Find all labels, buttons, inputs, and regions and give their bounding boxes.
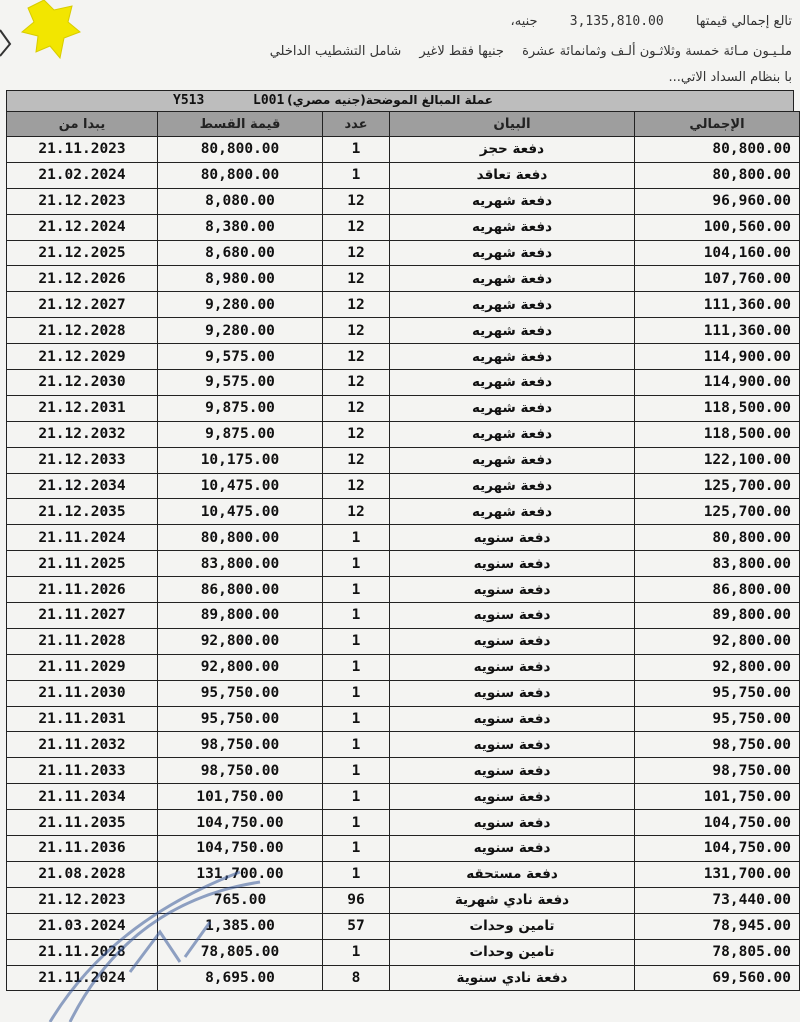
- cell-description: دفعة شهريه: [390, 395, 635, 421]
- cell-count: 1: [323, 137, 390, 163]
- cell-date: 21.12.2030: [7, 370, 158, 396]
- cell-description: دفعة سنويه: [390, 654, 635, 680]
- cell-description: دفعة شهريه: [390, 421, 635, 447]
- cell-total: 118,500.00: [635, 395, 800, 421]
- table-header-row: [7, 112, 800, 137]
- cell-installment: 8,695.00: [158, 965, 323, 991]
- cell-description: دفعة نادي شهرية: [390, 887, 635, 913]
- cell-installment: 9,280.00: [158, 292, 323, 318]
- cell-count: 12: [323, 395, 390, 421]
- cell-date: 21.12.2027: [7, 292, 158, 318]
- cell-date: 21.11.2034: [7, 784, 158, 810]
- cell-count: 12: [323, 292, 390, 318]
- cell-total: 80,800.00: [635, 525, 800, 551]
- cell-date: 21.11.2028: [7, 628, 158, 654]
- corner-mark-icon: [0, 20, 14, 60]
- cell-date: 21.12.2023: [7, 188, 158, 214]
- unit-code: Y513: [173, 93, 205, 108]
- cell-total: 92,800.00: [635, 654, 800, 680]
- cell-installment: 78,805.00: [158, 939, 323, 965]
- cell-date: 21.11.2035: [7, 810, 158, 836]
- cell-count: 1: [323, 758, 390, 784]
- cell-total: 125,700.00: [635, 473, 800, 499]
- cell-installment: 101,750.00: [158, 784, 323, 810]
- cell-date: 21.12.2023: [7, 887, 158, 913]
- cell-description: دفعة شهريه: [390, 318, 635, 344]
- payment-schedule-table: [6, 90, 794, 991]
- column-header-date: يبدا من: [7, 112, 158, 137]
- cell-installment: 86,800.00: [158, 577, 323, 603]
- header-line-words: [256, 44, 792, 59]
- cell-installment: 8,980.00: [158, 266, 323, 292]
- cell-installment: 80,800.00: [158, 137, 323, 163]
- table-row: [7, 214, 800, 240]
- cell-count: 1: [323, 810, 390, 836]
- cell-description: دفعة شهريه: [390, 214, 635, 240]
- table-row: [7, 887, 800, 913]
- cell-date: 21.11.2032: [7, 732, 158, 758]
- cell-count: 1: [323, 680, 390, 706]
- table-row: [7, 577, 800, 603]
- cell-date: 21.12.2025: [7, 240, 158, 266]
- cell-count: 12: [323, 421, 390, 447]
- cell-installment: 9,575.00: [158, 344, 323, 370]
- table-row: [7, 810, 800, 836]
- table-row: [7, 525, 800, 551]
- cell-description: تامين وحدات: [390, 913, 635, 939]
- cell-description: دفعة سنويه: [390, 628, 635, 654]
- table-row: [7, 473, 800, 499]
- cell-installment: 9,575.00: [158, 370, 323, 396]
- cell-installment: 10,175.00: [158, 447, 323, 473]
- cell-count: 1: [323, 861, 390, 887]
- table-row: [7, 137, 800, 163]
- cell-count: 12: [323, 214, 390, 240]
- cell-count: 1: [323, 784, 390, 810]
- table-row: [7, 240, 800, 266]
- cell-description: دفعة سنويه: [390, 810, 635, 836]
- cell-installment: 83,800.00: [158, 551, 323, 577]
- cell-description: دفعة سنويه: [390, 758, 635, 784]
- cell-count: 12: [323, 499, 390, 525]
- cell-total: 107,760.00: [635, 266, 800, 292]
- table-row: [7, 732, 800, 758]
- header-total-label: تالع إجمالي قيمتها: [695, 14, 792, 29]
- cell-total: 131,700.00: [635, 861, 800, 887]
- cell-date: 21.11.2026: [7, 577, 158, 603]
- cell-date: 21.12.2032: [7, 421, 158, 447]
- column-header-count: عدد: [323, 112, 390, 137]
- cell-description: دفعة حجز: [390, 137, 635, 163]
- table-row: [7, 188, 800, 214]
- cell-total: 78,945.00: [635, 913, 800, 939]
- cell-description: دفعة شهريه: [390, 344, 635, 370]
- header-words-finishing: شامل التشطيب الداخلي: [269, 44, 402, 59]
- cell-installment: 104,750.00: [158, 836, 323, 862]
- cell-date: 21.11.2031: [7, 706, 158, 732]
- cell-installment: 95,750.00: [158, 680, 323, 706]
- cell-count: 1: [323, 162, 390, 188]
- cell-count: 12: [323, 188, 390, 214]
- column-header-description: البيان: [390, 112, 635, 137]
- cell-total: 101,750.00: [635, 784, 800, 810]
- table-row: [7, 939, 800, 965]
- cell-total: 80,800.00: [635, 162, 800, 188]
- cell-count: 1: [323, 551, 390, 577]
- cell-description: دفعة شهريه: [390, 447, 635, 473]
- cell-description: دفعة تعاقد: [390, 162, 635, 188]
- cell-count: 1: [323, 836, 390, 862]
- cell-description: دفعة سنويه: [390, 525, 635, 551]
- cell-description: تامين وحدات: [390, 939, 635, 965]
- cell-total: 69,560.00: [635, 965, 800, 991]
- table-row: [7, 913, 800, 939]
- cell-description: دفعة شهريه: [390, 240, 635, 266]
- cell-date: 21.12.2033: [7, 447, 158, 473]
- cell-description: دفعة سنويه: [390, 706, 635, 732]
- table-row: [7, 706, 800, 732]
- cell-date: 21.12.2028: [7, 318, 158, 344]
- cell-installment: 9,280.00: [158, 318, 323, 344]
- cell-total: 95,750.00: [635, 706, 800, 732]
- cell-date: 21.11.2027: [7, 603, 158, 629]
- cell-total: 118,500.00: [635, 421, 800, 447]
- cell-installment: 92,800.00: [158, 654, 323, 680]
- cell-count: 12: [323, 318, 390, 344]
- cell-installment: 104,750.00: [158, 810, 323, 836]
- table-row: [7, 344, 800, 370]
- cell-date: 21.12.2035: [7, 499, 158, 525]
- cell-total: 114,900.00: [635, 344, 800, 370]
- header-words-only: جنيها فقط لاغير: [419, 44, 504, 59]
- cell-date: 21.11.2030: [7, 680, 158, 706]
- column-header-installment: قيمة القسط: [158, 112, 323, 137]
- table-row: [7, 551, 800, 577]
- cell-description: دفعة سنويه: [390, 732, 635, 758]
- header-line-payment-system: با بنظام السداد الاتي...: [668, 70, 792, 85]
- table-row: [7, 370, 800, 396]
- cell-installment: 131,700.00: [158, 861, 323, 887]
- cell-description: دفعة سنويه: [390, 680, 635, 706]
- header-total-currency: جنيه،: [510, 14, 538, 29]
- cell-date: 21.03.2024: [7, 913, 158, 939]
- cell-installment: 8,080.00: [158, 188, 323, 214]
- cell-description: دفعة نادي سنوية: [390, 965, 635, 991]
- cell-total: 92,800.00: [635, 628, 800, 654]
- cell-total: 100,560.00: [635, 214, 800, 240]
- cell-description: دفعة شهريه: [390, 499, 635, 525]
- cell-installment: 9,875.00: [158, 395, 323, 421]
- cell-description: دفعة شهريه: [390, 292, 635, 318]
- cell-description: دفعة سنويه: [390, 784, 635, 810]
- header-total-amount: 3,135,810.00: [569, 14, 664, 29]
- table-row: [7, 499, 800, 525]
- currency-label: عملة المبالغ الموضحة(جنيه مصري): [287, 93, 493, 107]
- cell-description: دفعة شهريه: [390, 188, 635, 214]
- cell-date: 21.12.2029: [7, 344, 158, 370]
- cell-date: 21.11.2024: [7, 525, 158, 551]
- table-row: [7, 603, 800, 629]
- cell-count: 8: [323, 965, 390, 991]
- cell-installment: 95,750.00: [158, 706, 323, 732]
- cell-total: 78,805.00: [635, 939, 800, 965]
- cell-total: 73,440.00: [635, 887, 800, 913]
- schedule-grid: [6, 111, 800, 991]
- cell-date: 21.12.2024: [7, 214, 158, 240]
- cell-description: دفعة شهريه: [390, 266, 635, 292]
- cell-count: 96: [323, 887, 390, 913]
- cell-count: 1: [323, 525, 390, 551]
- cell-installment: 80,800.00: [158, 162, 323, 188]
- cell-count: 1: [323, 628, 390, 654]
- cell-count: 12: [323, 447, 390, 473]
- cell-date: 21.11.2029: [7, 654, 158, 680]
- cell-total: 114,900.00: [635, 370, 800, 396]
- cell-total: 104,750.00: [635, 836, 800, 862]
- table-row: [7, 965, 800, 991]
- table-row: [7, 395, 800, 421]
- table-row: [7, 628, 800, 654]
- cell-count: 12: [323, 240, 390, 266]
- cell-total: 125,700.00: [635, 499, 800, 525]
- cell-installment: 10,475.00: [158, 499, 323, 525]
- cell-installment: 9,875.00: [158, 421, 323, 447]
- cell-date: 21.11.2024: [7, 965, 158, 991]
- cell-date: 21.12.2034: [7, 473, 158, 499]
- project-code: L001: [253, 93, 285, 108]
- cell-installment: 765.00: [158, 887, 323, 913]
- table-row: [7, 266, 800, 292]
- cell-installment: 8,680.00: [158, 240, 323, 266]
- cell-date: 21.12.2031: [7, 395, 158, 421]
- cell-total: 80,800.00: [635, 137, 800, 163]
- cell-total: 104,160.00: [635, 240, 800, 266]
- cell-date: 21.11.2036: [7, 836, 158, 862]
- cell-description: دفعة شهريه: [390, 473, 635, 499]
- cell-count: 1: [323, 603, 390, 629]
- cell-date: 21.02.2024: [7, 162, 158, 188]
- column-header-total: الإجمالي: [635, 112, 800, 137]
- cell-count: 1: [323, 732, 390, 758]
- cell-count: 12: [323, 473, 390, 499]
- table-row: [7, 292, 800, 318]
- table-row: [7, 162, 800, 188]
- cell-description: دفعة سنويه: [390, 836, 635, 862]
- cell-count: 12: [323, 344, 390, 370]
- cell-description: دفعة سنويه: [390, 603, 635, 629]
- cell-description: دفعة سنويه: [390, 551, 635, 577]
- table-row: [7, 861, 800, 887]
- table-row: [7, 447, 800, 473]
- cell-total: 98,750.00: [635, 732, 800, 758]
- cell-installment: 98,750.00: [158, 732, 323, 758]
- cell-date: 21.11.2033: [7, 758, 158, 784]
- cell-installment: 80,800.00: [158, 525, 323, 551]
- cell-date: 21.11.2023: [7, 137, 158, 163]
- table-row: [7, 421, 800, 447]
- header-line-total: [451, 14, 792, 29]
- header-words-amount: ملـيـون مـائة خمسة وثلاثـون ألـف وثمانمائة عشرة: [522, 44, 792, 59]
- table-row: [7, 836, 800, 862]
- cell-count: 1: [323, 939, 390, 965]
- cell-count: 57: [323, 913, 390, 939]
- cell-installment: 92,800.00: [158, 628, 323, 654]
- table-row: [7, 318, 800, 344]
- cell-count: 12: [323, 370, 390, 396]
- cell-total: 111,360.00: [635, 318, 800, 344]
- cell-total: 96,960.00: [635, 188, 800, 214]
- cell-total: 122,100.00: [635, 447, 800, 473]
- table-meta-row: [6, 90, 794, 111]
- cell-description: دفعة شهريه: [390, 370, 635, 396]
- cell-total: 83,800.00: [635, 551, 800, 577]
- cell-total: 111,360.00: [635, 292, 800, 318]
- cell-total: 98,750.00: [635, 758, 800, 784]
- cell-date: 21.11.2028: [7, 939, 158, 965]
- cell-total: 104,750.00: [635, 810, 800, 836]
- cell-count: 1: [323, 577, 390, 603]
- table-row: [7, 758, 800, 784]
- cell-count: 1: [323, 706, 390, 732]
- cell-date: 21.08.2028: [7, 861, 158, 887]
- table-row: [7, 680, 800, 706]
- yellow-star-sticker-icon: [14, 0, 82, 62]
- cell-description: دفعة سنويه: [390, 577, 635, 603]
- table-row: [7, 784, 800, 810]
- cell-installment: 89,800.00: [158, 603, 323, 629]
- cell-total: 89,800.00: [635, 603, 800, 629]
- cell-count: 12: [323, 266, 390, 292]
- cell-installment: 1,385.00: [158, 913, 323, 939]
- cell-description: دفعة مستحقه: [390, 861, 635, 887]
- cell-count: 1: [323, 654, 390, 680]
- cell-installment: 8,380.00: [158, 214, 323, 240]
- cell-installment: 98,750.00: [158, 758, 323, 784]
- cell-total: 95,750.00: [635, 680, 800, 706]
- cell-date: 21.12.2026: [7, 266, 158, 292]
- cell-total: 86,800.00: [635, 577, 800, 603]
- cell-installment: 10,475.00: [158, 473, 323, 499]
- cell-date: 21.11.2025: [7, 551, 158, 577]
- table-row: [7, 654, 800, 680]
